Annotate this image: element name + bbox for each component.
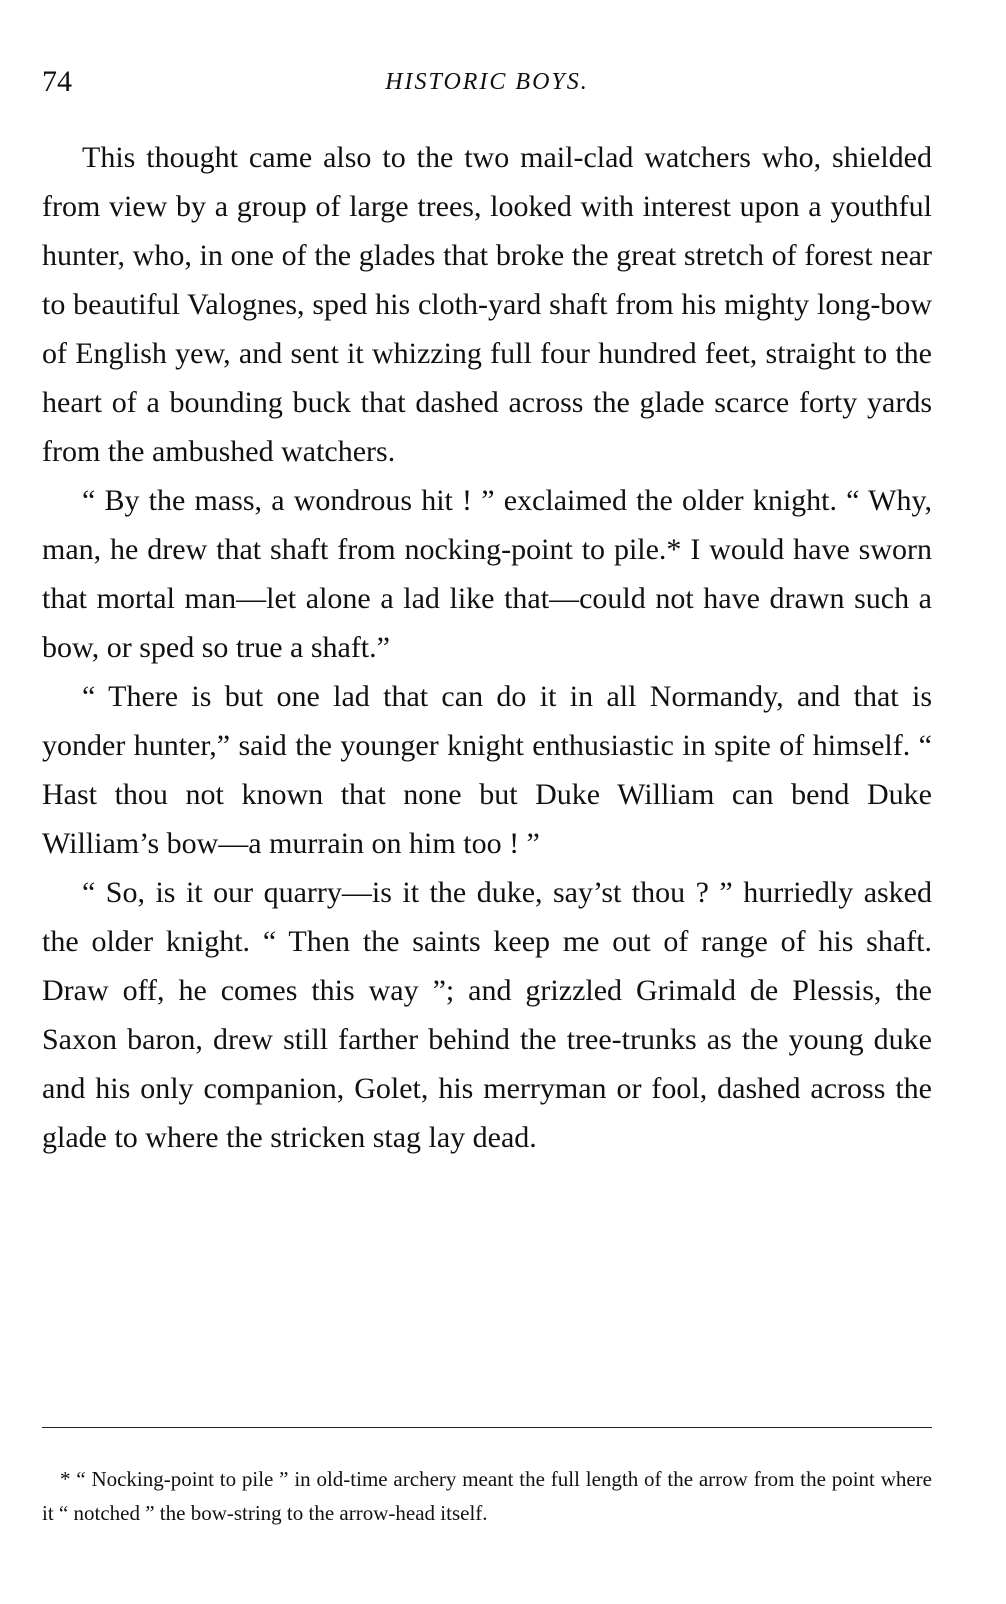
paragraph: “ So, is it our quarry—is it the duke, say’st thou ? ” hurriedly asked the older knight. “ Then the saints keep me out of range of his shaft. Draw off, he comes this way ”; and grizzled Grimald de Plessis, the Saxon baron, drew still farther behind the tree-trunks as the young duke and his only companion, Golet, his merryman or fool, dashed across the glade to where the stricken stag lay dead. — [42, 876, 932, 1154]
page-header — [42, 62, 932, 102]
body-text — [42, 133, 932, 1162]
paragraph: This thought came also to the two mail-clad watchers who, shielded from view by a group of large trees, looked with interest upon a youthful hunter, who, in one of the glades that broke the great stretch of forest near to beautiful Valognes, sped his cloth-yard shaft from his mighty long-bow of English yew, and sent it whizzing full four hundred feet, straight to the heart of a bounding buck that dashed across the glade scarce forty yards from the ambushed watchers. — [42, 141, 932, 468]
paragraph: “ By the mass, a wondrous hit ! ” exclaimed the older knight. “ Why, man, he drew that shaft from nocking-point to pile.* I would have sworn that mortal man—let alone a lad like that—could not have drawn such a bow, or sped so true a shaft.” — [42, 484, 932, 664]
page-number: 74 — [42, 65, 72, 98]
paragraph: “ There is but one lad that can do it in all Normandy, and that is yonder hunter,” said the younger knight enthusiastic in spite of himself. “ Hast thou not known that none but Duke William can bend Duke William’s bow—a murrain on him too ! ” — [42, 680, 932, 860]
footnote-divider — [42, 1427, 932, 1428]
footnote: * “ Nocking-point to pile ” in old-time archery meant the full length of the arrow from the point where it “ notched ” the bow-string to the arrow-head itself. — [42, 1467, 932, 1525]
running-title: HISTORIC BOYS. — [385, 69, 589, 95]
